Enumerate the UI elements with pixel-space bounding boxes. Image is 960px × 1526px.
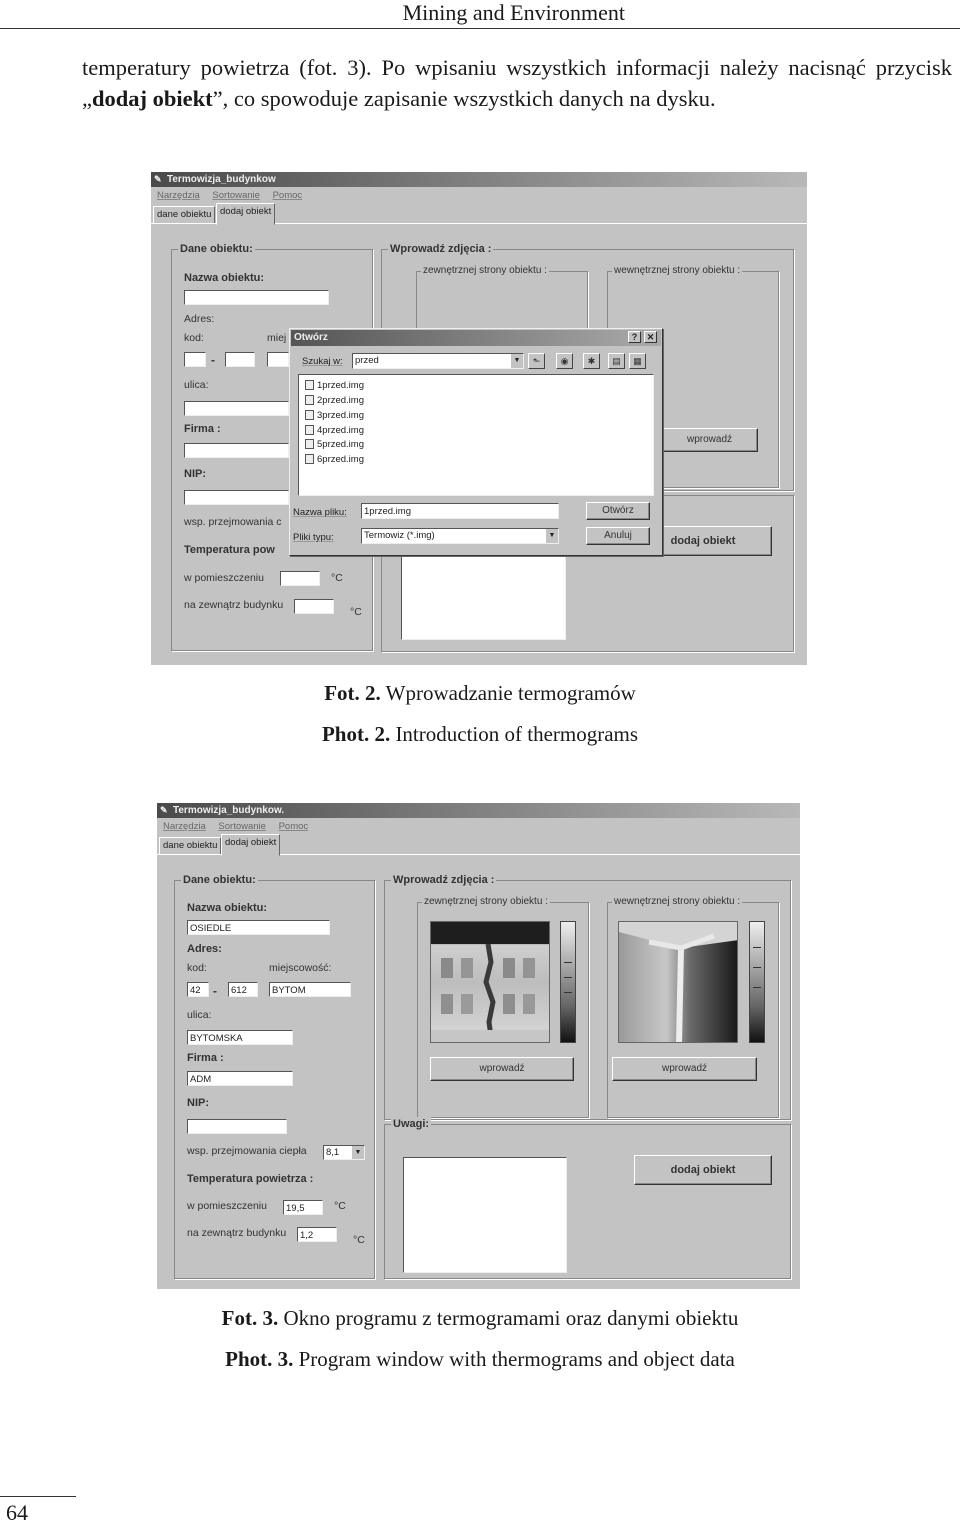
desktop-icon[interactable]: ◉ xyxy=(556,353,573,369)
paragraph-bold: dodaj obiekt xyxy=(92,86,213,111)
fig2-caption-en: Phot. 2. Introduction of thermograms xyxy=(321,722,639,746)
outer-thermogram xyxy=(430,921,550,1043)
temp-group-label: Temperatura powietrza : xyxy=(187,1173,314,1185)
chevron-down-icon[interactable]: ▼ xyxy=(545,529,558,543)
outer-input-button[interactable]: wprowadź xyxy=(430,1057,574,1081)
app-icon: ✎ xyxy=(160,805,168,815)
dialog-titlebar xyxy=(291,330,661,346)
company-label: Firma : xyxy=(184,423,221,435)
photos-group-title: Wprowadź zdjęcia : xyxy=(390,243,492,255)
tab-dane-obiektu[interactable]: dane obiektu xyxy=(153,206,215,223)
list-item[interactable]: 6przed.img xyxy=(305,453,364,466)
page-number-rule xyxy=(0,1496,76,1497)
file-list[interactable] xyxy=(298,374,654,496)
help-icon[interactable]: ? xyxy=(628,331,641,343)
filetype-value: Termowiz (*.img) xyxy=(364,530,435,541)
temp-outside-input[interactable]: 1,2 xyxy=(297,1227,337,1242)
fig3-caption-en: Phot. 3. Program window with thermograms and object data xyxy=(225,1347,735,1371)
paragraph-text-2: ”, co spowoduje zapisanie wszystkich danych na dysku. xyxy=(212,86,716,111)
fig2-app-title: Termowizja_budynkow xyxy=(167,174,276,185)
add-object-button[interactable]: dodaj obiekt xyxy=(634,1155,772,1185)
menu-item-narzedzia[interactable]: Narzędzia xyxy=(163,821,206,832)
city-input[interactable] xyxy=(267,352,289,367)
remarks-label: Uwagi: xyxy=(393,1118,430,1130)
outer-photo-label: zewnętrznej strony obiektu : xyxy=(424,896,548,907)
open-button[interactable]: Otwórz xyxy=(586,502,650,520)
inner-temperature-scale xyxy=(749,921,765,1043)
cancel-button[interactable]: Anuluj xyxy=(586,527,650,545)
list-item[interactable]: 3przed.img xyxy=(305,409,364,422)
filetype-label: Pliki typu: xyxy=(293,532,334,543)
fig2-app-window xyxy=(151,172,807,665)
file-icon xyxy=(305,439,314,449)
inner-photo-label: wewnętrznej strony obiektu : xyxy=(614,896,741,907)
close-icon[interactable]: ✕ xyxy=(644,331,657,343)
list-view-icon[interactable]: ▤ xyxy=(608,353,625,369)
temp-outside-unit: °C xyxy=(353,1234,365,1246)
add-object-button[interactable]: dodaj obiekt xyxy=(634,526,772,556)
inner-thermogram xyxy=(618,921,738,1043)
code-dash: - xyxy=(213,984,217,998)
fig2-caption-pl: Fot. 2. Wprowadzanie termogramów xyxy=(324,681,636,705)
new-folder-icon[interactable]: ✱ xyxy=(583,353,600,369)
inner-thermogram-image xyxy=(619,922,738,1043)
outer-thermogram-image xyxy=(431,922,550,1043)
fig2-titlebar xyxy=(151,172,807,187)
nip-input[interactable] xyxy=(184,490,289,505)
inner-photo-label: wewnętrznej strony obiektu : xyxy=(614,265,741,276)
journal-title: Mining and Environment xyxy=(402,0,625,25)
street-label: ulica: xyxy=(184,379,209,391)
filename-label: Nazwa pliku: xyxy=(293,507,347,518)
menu-item-pomoc[interactable]: Pomoc xyxy=(278,821,309,832)
street-input[interactable] xyxy=(184,401,289,416)
code-input-1[interactable] xyxy=(184,352,206,367)
tab-dane-obiektu[interactable]: dane obiektu xyxy=(159,837,221,854)
code-dash: - xyxy=(211,353,215,367)
company-input[interactable]: ADM xyxy=(187,1071,293,1086)
tab-dodaj-obiekt[interactable]: dodaj obiekt xyxy=(216,203,275,225)
fig3-menubar xyxy=(157,819,800,834)
list-item[interactable]: 2przed.img xyxy=(305,394,364,407)
city-label: miej xyxy=(267,332,287,344)
coef-label: wsp. przejmowania c xyxy=(184,516,282,528)
temp-inside-label: w pomieszczeniu xyxy=(184,572,264,584)
file-icon xyxy=(305,410,314,420)
nip-label: NIP: xyxy=(184,468,206,480)
app-icon: ✎ xyxy=(154,174,162,184)
name-label: Nazwa obiektu: xyxy=(184,272,265,284)
photos-group-title: Wprowadź zdjęcia : xyxy=(393,874,495,886)
temp-group-label: Temperatura pow xyxy=(184,544,275,556)
address-label: Adres: xyxy=(187,943,222,955)
fig3-app-window xyxy=(157,803,800,1289)
filename-input[interactable]: 1przed.img xyxy=(361,503,559,519)
remarks-textarea[interactable] xyxy=(403,1157,567,1273)
temp-inside-unit: °C xyxy=(334,1200,346,1212)
outer-photo-label: zewnętrznej strony obiektu : xyxy=(423,265,547,276)
coef-value: 8,1 xyxy=(326,1147,340,1158)
look-in-value: przed xyxy=(355,355,379,366)
temp-inside-label: w pomieszczeniu xyxy=(187,1200,267,1212)
look-in-label: Szukaj w: xyxy=(302,356,343,367)
nip-label: NIP: xyxy=(187,1097,209,1109)
nip-input[interactable] xyxy=(187,1119,287,1134)
tab-dodaj-obiekt[interactable]: dodaj obiekt xyxy=(221,834,280,856)
name-label: Nazwa obiektu: xyxy=(187,902,268,914)
object-group-title: Dane obiektu: xyxy=(183,874,256,886)
running-header xyxy=(0,0,960,30)
temp-outside-label: na zewnątrz budynku xyxy=(187,1227,287,1239)
address-label: Adres: xyxy=(184,313,215,325)
chevron-down-icon[interactable]: ▼ xyxy=(351,1146,364,1159)
temp-inside-input[interactable] xyxy=(280,571,320,586)
fig2-menubar xyxy=(151,188,807,203)
menu-item-sortowanie[interactable]: Sortowanie xyxy=(218,821,266,832)
outer-temperature-scale xyxy=(560,921,576,1043)
name-input[interactable] xyxy=(184,290,329,305)
coef-label: wsp. przejmowania ciepła xyxy=(187,1145,307,1157)
company-input[interactable] xyxy=(184,443,289,458)
body-paragraph xyxy=(82,52,952,114)
remarks-textarea[interactable] xyxy=(401,552,566,640)
look-in-combo[interactable] xyxy=(352,353,524,369)
city-label: miejscowość: xyxy=(269,962,332,974)
dialog-title: Otwórz xyxy=(294,332,328,343)
city-input[interactable]: BYTOM xyxy=(269,982,351,997)
file-icon xyxy=(305,380,314,390)
page-number: 64 xyxy=(6,1500,28,1525)
fig3-tabbar xyxy=(157,834,800,855)
inner-input-button[interactable]: wprowadź xyxy=(612,1057,757,1081)
object-group-title: Dane obiektu: xyxy=(180,243,253,255)
fig2-tabbar xyxy=(151,203,807,224)
up-folder-icon[interactable]: ⬑ xyxy=(528,353,545,369)
paragraph-text-1: temperatury powietrza (fot. 3). Po wpisaniu wszystkich informacji należy nacisnąć przycisk „ xyxy=(82,55,952,111)
fig3-app-title: Termowizja_budynkow. xyxy=(173,805,285,816)
file-icon xyxy=(305,395,314,405)
file-icon xyxy=(305,425,314,435)
menu-item-pomoc[interactable]: Pomoc xyxy=(272,190,303,201)
temp-inside-input[interactable]: 19,5 xyxy=(283,1200,323,1215)
name-input[interactable]: OSIEDLE xyxy=(187,920,330,935)
coef-combo[interactable] xyxy=(323,1145,365,1160)
street-input[interactable]: BYTOMSKA xyxy=(187,1030,293,1045)
code-input-2[interactable] xyxy=(225,352,255,367)
temp-outside-label: na zewnątrz budynku xyxy=(184,599,284,611)
list-item[interactable]: 1przed.img xyxy=(305,379,364,392)
chevron-down-icon[interactable]: ▼ xyxy=(510,354,523,368)
header-rule xyxy=(0,28,960,29)
list-item[interactable]: 4przed.img xyxy=(305,424,364,437)
open-dialog xyxy=(289,328,663,556)
company-label: Firma : xyxy=(187,1052,224,1064)
menu-item-sortowanie[interactable]: Sortowanie xyxy=(212,190,260,201)
fig3-titlebar xyxy=(157,803,800,818)
menu-item-narzedzia[interactable]: Narzędzia xyxy=(157,190,200,201)
code-label: kod: xyxy=(187,962,207,974)
street-label: ulica: xyxy=(187,1009,212,1021)
filetype-combo[interactable] xyxy=(361,528,559,544)
temp-outside-input[interactable] xyxy=(294,599,334,614)
temp-outside-unit: °C xyxy=(350,606,362,618)
code-label: kod: xyxy=(184,332,204,344)
fig3-caption-pl: Fot. 3. Okno programu z termogramami oraz danymi obiektu xyxy=(221,1306,739,1330)
temp-inside-unit: °C xyxy=(331,572,343,584)
list-item[interactable]: 5przed.img xyxy=(305,438,364,451)
code-input-2[interactable]: 612 xyxy=(228,982,258,997)
inner-input-button[interactable]: wprowadź xyxy=(661,428,758,452)
file-icon xyxy=(305,454,314,464)
details-view-icon[interactable]: ▦ xyxy=(629,353,646,369)
code-input-1[interactable]: 42 xyxy=(187,982,209,997)
